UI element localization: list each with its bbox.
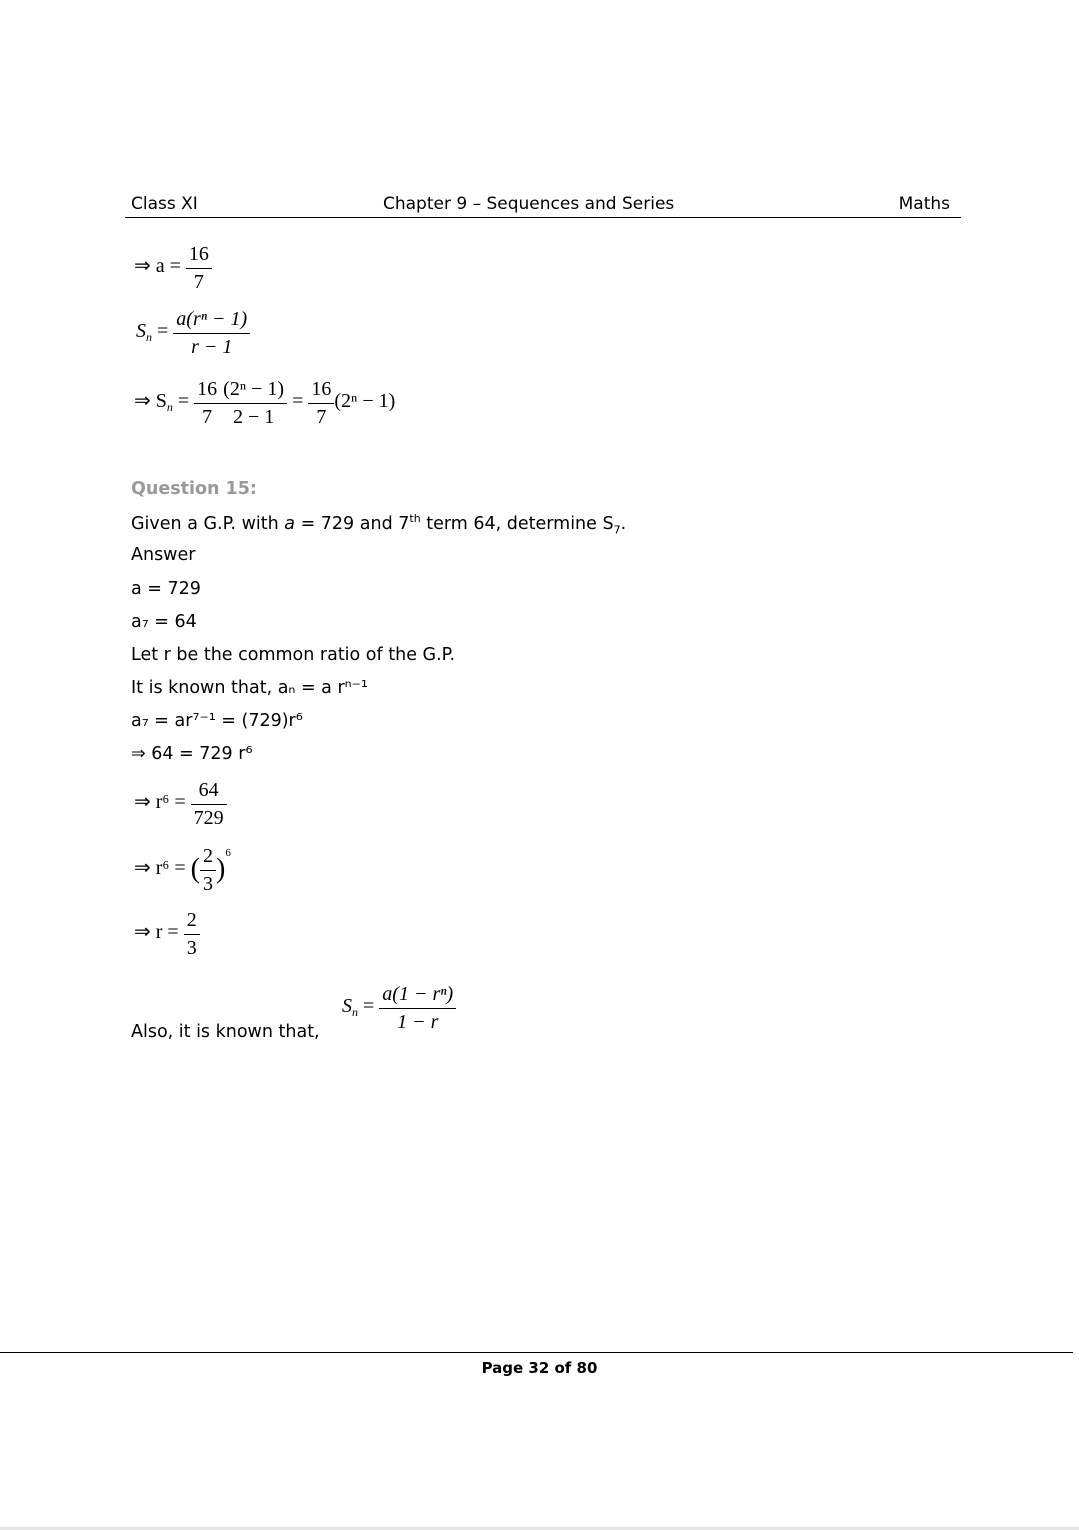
header-chapter: Chapter 9 – Sequences and Series: [383, 194, 675, 214]
page-number: Page 32 of 80: [481, 1359, 598, 1377]
answer-also-text: Also, it is known that,: [131, 1022, 320, 1042]
eq-den: 3: [186, 937, 197, 959]
eq-lhs: ⇒ r⁶ =: [134, 791, 186, 814]
eq-lhs: S: [342, 995, 352, 1018]
answer-line-known: It is known that, aₙ = a rⁿ⁻¹: [131, 678, 368, 698]
prompt-text: = 729 and 7: [295, 513, 410, 534]
prompt-sub: 7: [613, 523, 621, 537]
eq-num: 2: [184, 906, 200, 935]
question-prompt: [131, 512, 626, 536]
prompt-var: a: [284, 513, 295, 534]
eq-num: a(rⁿ − 1): [173, 305, 250, 334]
eq-lhs: ⇒ a =: [134, 255, 181, 278]
footer-divider: [0, 1352, 1073, 1353]
equation-sn-sum-formula: [342, 980, 456, 1035]
eq-den: r − 1: [191, 336, 233, 358]
question-title: Question 15:: [131, 479, 257, 499]
answer-line-ratio: Let r be the common ratio of the G.P.: [131, 645, 456, 665]
eq-num: a(1 − rⁿ): [379, 980, 456, 1009]
eq-den: 3: [203, 873, 213, 895]
eq-num: (2ⁿ − 1): [220, 375, 287, 404]
eq-num: 16: [308, 375, 334, 404]
prompt-sup: th: [409, 512, 421, 525]
answer-line-a7: a₇ = 64: [131, 612, 197, 632]
eq-lhs: ⇒ r⁶ =: [134, 857, 186, 880]
equation-r6-power: ⇒ r⁶ = ( $\frac{2}{3}$ )$^6$: [134, 842, 231, 897]
eq-den: 1 − r: [397, 1011, 439, 1033]
eq-num: 2: [200, 842, 216, 871]
eq-exp: 6: [225, 847, 231, 860]
equation-r-value: [134, 906, 200, 961]
eq-equals: =: [157, 320, 169, 343]
eq-num: 16: [186, 240, 212, 269]
eq-equals: =: [363, 995, 375, 1018]
answer-line-a: a = 729: [131, 579, 201, 599]
eq-den: 729: [193, 807, 224, 829]
equation-sn-result: ⇒ $S_n$ = $\frac{16}{7}$ $\frac{\text{(2ⁿ − 1)}}{2 - 1}$ = $\frac{16}{7}$ (2ⁿ − 1): [134, 375, 395, 430]
eq-den: 2 − 1: [232, 406, 275, 428]
answer-label: Answer: [131, 545, 196, 565]
eq-lhs: ⇒ S: [134, 390, 167, 413]
answer-line-a7-expansion: a₇ = ar⁷⁻¹ = (729)r⁶: [131, 711, 303, 731]
header-class: Class XI: [131, 194, 198, 214]
prompt-text: term 64, determine S: [420, 513, 614, 534]
eq-tail: (2ⁿ − 1): [334, 390, 396, 413]
eq-den: 7: [316, 406, 327, 428]
eq-lhs: ⇒ r =: [134, 921, 179, 944]
prompt-text: Given a G.P. with: [131, 513, 285, 534]
equation-a-value: [134, 240, 212, 295]
answer-line-implies: ⇒ 64 = 729 r⁶: [131, 744, 253, 764]
eq-den: 7: [193, 271, 204, 293]
eq-num: 16: [194, 375, 220, 404]
page-header: [125, 193, 961, 218]
header-subject: Maths: [898, 194, 950, 214]
eq-lhs-sub: n: [352, 1005, 358, 1020]
eq-den: 7: [202, 406, 213, 428]
prompt-text: .: [620, 513, 627, 534]
eq-lhs-sub: n: [166, 400, 173, 415]
equation-sn-formula: [136, 305, 250, 360]
eq-num: 64: [191, 776, 227, 805]
eq-lhs-sub: n: [146, 330, 152, 345]
equation-r6-fraction: [134, 776, 227, 831]
eq-lhs: S: [136, 320, 146, 343]
